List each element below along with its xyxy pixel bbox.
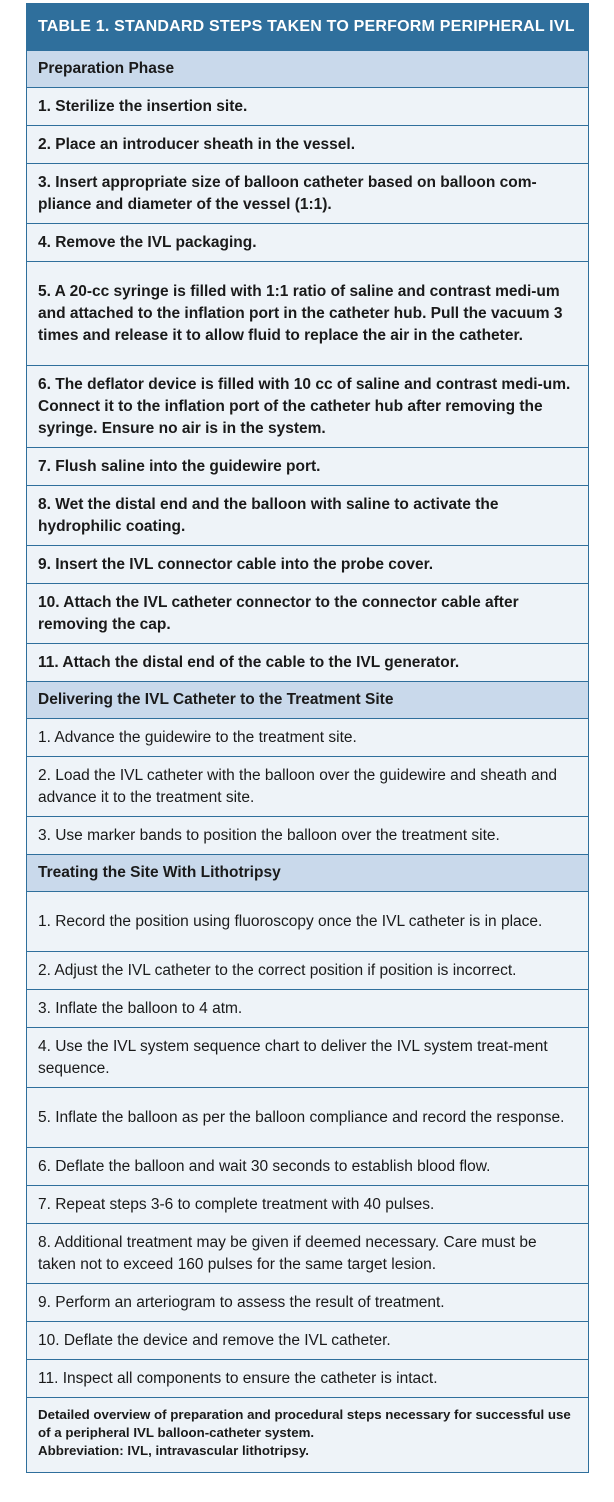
table-row: 10. Attach the IVL catheter connector to the connector cable after removing the cap. [27, 584, 588, 644]
table-row: 5. A 20-cc syringe is filled with 1:1 ratio of saline and contrast medi-um and attached to the inflation port in the catheter hub. Pull the vacuum 3 times and release it to allow fluid to replace the air in the catheter. [27, 262, 588, 366]
table-row: 8. Additional treatment may be given if deemed necessary. Care must be taken not to exceed 160 pulses for the same target lesion. [27, 1224, 588, 1284]
table-title: TABLE 1. STANDARD STEPS TAKEN TO PERFORM PERIPHERAL IVL [27, 4, 588, 51]
table-row: 2. Load the IVL catheter with the balloon over the guidewire and sheath and advance it to the treatment site. [27, 757, 588, 817]
table-footnote [27, 1398, 588, 1472]
table-row: 9. Perform an arteriogram to assess the result of treatment. [27, 1284, 588, 1322]
table-row: 11. Attach the distal end of the cable to the IVL generator. [27, 644, 588, 682]
steps-table [26, 3, 589, 1473]
table-row: 10. Deflate the device and remove the IVL catheter. [27, 1322, 588, 1360]
table-row: 8. Wet the distal end and the balloon with saline to activate the hydrophilic coating. [27, 486, 588, 546]
footnote-description: Detailed overview of preparation and procedural steps necessary for successful use of a peripheral IVL balloon-catheter system. [38, 1407, 571, 1440]
section-heading: Preparation Phase [27, 51, 588, 88]
section-delivery [27, 682, 588, 855]
table-row: 2. Adjust the IVL catheter to the correct position if position is incorrect. [27, 952, 588, 990]
section-heading: Delivering the IVL Catheter to the Treatment Site [27, 682, 588, 719]
table-row: 4. Use the IVL system sequence chart to deliver the IVL system treat-ment sequence. [27, 1028, 588, 1088]
table-row: 7. Repeat steps 3-6 to complete treatment with 40 pulses. [27, 1186, 588, 1224]
footnote-abbreviation: Abbreviation: IVL, intravascular lithotripsy. [38, 1443, 309, 1458]
section-preparation [27, 51, 588, 682]
table-row: 1. Record the position using fluoroscopy once the IVL catheter is in place. [27, 892, 588, 952]
table-row: 6. The deflator device is filled with 10 cc of saline and contrast medi-um. Connect it to the inflation port of the catheter hub after removing the syringe. Ensure no air is in the system. [27, 366, 588, 448]
table-row: 2. Place an introducer sheath in the vessel. [27, 126, 588, 164]
table-row: 3. Insert appropriate size of balloon catheter based on balloon com-pliance and diameter of the vessel (1:1). [27, 164, 588, 224]
table-row: 3. Inflate the balloon to 4 atm. [27, 990, 588, 1028]
table-row: 3. Use marker bands to position the balloon over the treatment site. [27, 817, 588, 855]
table-row: 4. Remove the IVL packaging. [27, 224, 588, 262]
table-row: 6. Deflate the balloon and wait 30 seconds to establish blood flow. [27, 1148, 588, 1186]
table-row: 11. Inspect all components to ensure the catheter is intact. [27, 1360, 588, 1398]
table-row: 9. Insert the IVL connector cable into the probe cover. [27, 546, 588, 584]
table-row: 7. Flush saline into the guidewire port. [27, 448, 588, 486]
table-row: 5. Inflate the balloon as per the balloon compliance and record the response. [27, 1088, 588, 1148]
section-heading: Treating the Site With Lithotripsy [27, 855, 588, 892]
section-lithotripsy [27, 855, 588, 1398]
table-row: 1. Sterilize the insertion site. [27, 88, 588, 126]
table-row: 1. Advance the guidewire to the treatment site. [27, 719, 588, 757]
